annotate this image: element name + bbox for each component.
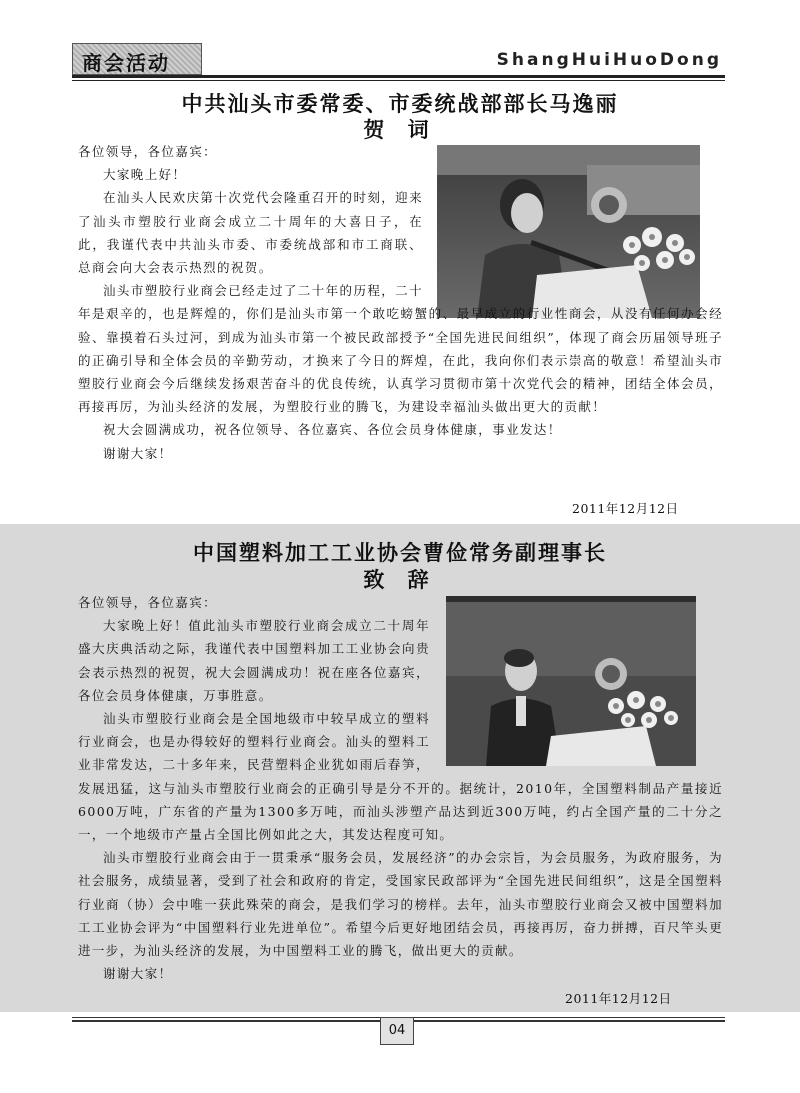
page-number: 04 (380, 1017, 414, 1045)
article1-title: 中共汕头市委常委、市委统战部部长马逸丽 (181, 92, 619, 116)
section-badge (72, 43, 202, 75)
article1-paragraph: 大家晚上好！ (103, 167, 187, 183)
article1-paragraph: 汕头市塑胶行业商会已经走过了二十年的历程，二十年是艰辛的，也是辉煌的，你们是汕头市第一个敢吃螃蟹的、最早成立的行业性商会，从没有任何办会经验、靠摸着石头过河，到成为汕头市第一个被民政部授予“全国先进民间组织”，体现了商会历届领导班子的正确引导和全体会员的辛勤劳动，才换来了今日的辉煌，在此，我向你们表示崇高的敬意！希望汕头市塑胶行业商会今后继续发扬艰苦奋斗的优良传统，认真学习贯彻市第十次党代会的精神，团结全体会员，再接再厉，为汕头经济的发展，为塑胶行业的腾飞，为建设幸福汕头做出更大的贡献！ (78, 283, 723, 415)
article1-body (78, 140, 723, 465)
article2-title: 中国塑料加工工业协会曹俭常务副理事长 (193, 541, 607, 565)
article2-date: 2011年12月12日 (565, 991, 672, 1006)
article2-paragraph: 汕头市塑胶行业商会由于一贯秉承“服务会员，发展经济”的办会宗旨，为会员服务，为政府服务，为社会服务，成绩显著，受到了社会和政府的肯定，受国家民政部评为“全国先进民间组织”，这是全国塑料行业商（协）会中唯一获此殊荣的商会，是我们学习的榜样。去年，汕头市塑胶行业商会又被中国塑料加工工业协会评为“中国塑料行业先进单位”。希望今后更好地团结会员，再接再厉，奋力拼搏，百尺竿头更进一步，为汕头经济的发展，为中国塑料工业的腾飞，做出更大的贡献。 (78, 850, 723, 959)
article1-photo-spacer (423, 186, 723, 296)
article1-paragraph: 祝大会圆满成功，祝各位领导、各位嘉宾、各位会员身体健康，事业发达！ (103, 422, 562, 438)
article1-paragraph: 谢谢大家！ (103, 445, 173, 461)
article2-paragraph: 大家晚上好！值此汕头市塑胶行业商会成立二十周年盛大庆典活动之际，我谨代表中国塑料加工工业协会向贵会表示热烈的祝贺，祝大会圆满成功！祝在座各位嘉宾，各位会员身体健康，万事胜意。 (78, 618, 430, 703)
article2-paragraph: 汕头市塑胶行业商会是全国地级市中较早成立的塑料行业商会，也是办得较好的塑料行业商会。汕头的塑料工业非常发达，二十多年来，民营塑料企业犹如雨后春笋，发展迅猛，这与汕头市塑胶行业商会的正确引导是分不开的。据统计，2010年，全国塑料制品产量接近6000万吨，广东省的产量为1300多万吨，而汕头涉塑产品达到近300万吨，约占全国产量的二十分之一，一个地级市产量占全国比例如此之大，其发达程度可知。 (78, 711, 723, 843)
article2-photo-spacer (430, 614, 723, 774)
article1-salutation: 各位领导，各位嘉宾： (78, 144, 218, 159)
section-label-en: ShangHuiHuoDong (496, 50, 722, 70)
section-label: 商会活动 (82, 51, 170, 75)
article2-salutation: 各位领导，各位嘉宾： (78, 595, 218, 610)
article2-subtitle: 致 辞 (363, 568, 437, 592)
header-rule-thin (72, 80, 725, 81)
article1-paragraph: 在汕头人民欢庆第十次党代会隆重召开的时刻，迎来了汕头市塑胶行业商会成立二十周年的大喜日子，在此，我谨代表中共汕头市委、市委统战部和市工商联、总商会向大会表示热烈的祝贺。 (78, 190, 423, 276)
header-rule (72, 75, 725, 78)
article2-body (78, 591, 723, 985)
article1-date: 2011年12月12日 (572, 501, 679, 516)
article1-subtitle: 贺 词 (363, 118, 437, 142)
article2-paragraph: 谢谢大家！ (103, 966, 173, 982)
